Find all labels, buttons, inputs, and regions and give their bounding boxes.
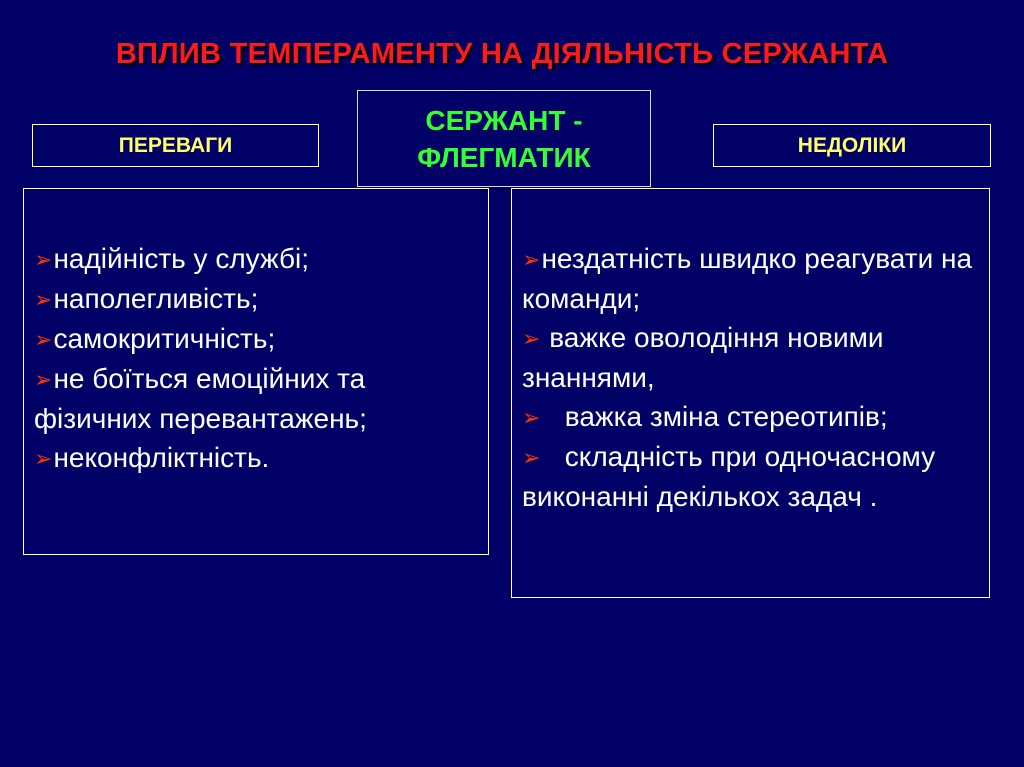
- arrow-bullet-icon: ➢: [522, 326, 541, 351]
- arrow-bullet-icon: ➢: [522, 405, 541, 430]
- advantages-panel: [23, 188, 489, 555]
- center-line-2: ФЛЕГМАТИК: [417, 141, 591, 173]
- slide-title: ВПЛИВ ТЕМПЕРАМЕНТУ НА ДІЯЛЬНІСТЬ СЕРЖАНТА: [115, 38, 889, 70]
- arrow-bullet-icon: ➢: [34, 287, 53, 312]
- advantage-text: неконфліктність.: [53, 442, 270, 473]
- advantages-header: [32, 124, 319, 167]
- arrow-bullet-icon: ➢: [34, 446, 53, 471]
- arrow-bullet-icon: ➢: [522, 445, 541, 470]
- center-line-1: СЕРЖАНТ -: [425, 104, 583, 136]
- disadvantage-text: нездатність швидко реагувати на команди;: [522, 243, 973, 314]
- arrow-bullet-icon: ➢: [34, 367, 53, 392]
- advantage-item: [34, 319, 484, 359]
- disadvantages-label: НЕДОЛІКИ: [797, 133, 907, 157]
- arrow-bullet-icon: ➢: [34, 327, 53, 352]
- disadvantage-item: [522, 318, 979, 397]
- disadvantage-text: складність при одночасному виконанні декількох задач .: [522, 441, 936, 512]
- advantages-label: ПЕРЕВАГИ: [118, 133, 233, 157]
- disadvantage-text: важка зміна стереотипів;: [564, 401, 888, 432]
- center-header: [357, 90, 651, 187]
- advantage-item: [34, 239, 484, 279]
- arrow-bullet-icon: ➢: [522, 247, 541, 272]
- advantage-item: [34, 279, 484, 319]
- disadvantage-item: [522, 397, 979, 437]
- arrow-bullet-icon: ➢: [34, 247, 53, 272]
- disadvantage-item: [522, 437, 979, 516]
- advantage-item: [34, 438, 484, 478]
- disadvantage-text: важке оволодіння новими знаннями,: [522, 322, 884, 393]
- advantage-text: надійність у службі;: [53, 243, 310, 274]
- disadvantages-panel: [511, 188, 990, 598]
- disadvantage-item: [522, 239, 979, 318]
- advantage-text: не боїться емоційних та фізичних перевантажень;: [34, 363, 367, 434]
- advantage-item: [34, 359, 484, 438]
- advantage-text: самокритичність;: [53, 323, 276, 354]
- disadvantages-header: [713, 124, 991, 167]
- advantage-text: наполегливість;: [53, 283, 259, 314]
